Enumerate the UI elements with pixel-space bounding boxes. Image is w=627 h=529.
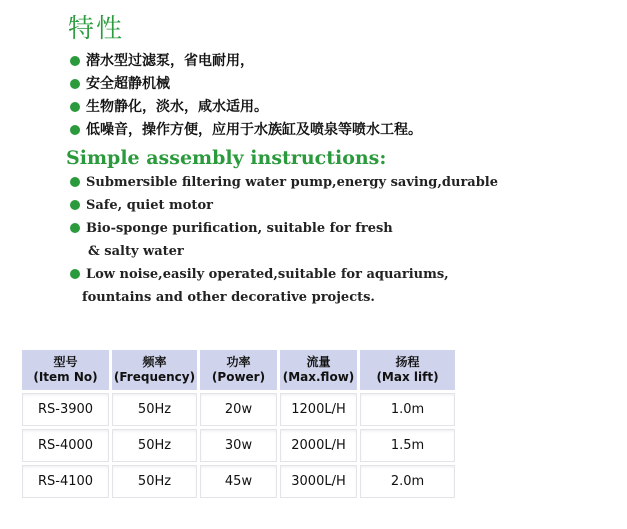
bullet-icon <box>70 56 80 66</box>
cell-item-no: RS-4100 <box>22 465 112 501</box>
header-cn: 频率 <box>142 355 167 369</box>
header-item-no <box>22 350 112 393</box>
header-cn: 型号 <box>53 355 78 369</box>
header-frequency <box>112 350 200 393</box>
header-cn: 扬程 <box>395 355 420 369</box>
header-en: (Max.flow) <box>282 370 355 384</box>
list-item <box>70 217 498 240</box>
instructions-en-list <box>70 171 498 309</box>
cell-item-no: RS-4000 <box>22 429 112 465</box>
cell-item-no: RS-3900 <box>22 393 112 429</box>
instruction-en-text: Submersible filtering water pump,energy saving,durable <box>86 175 499 190</box>
features-cn-title: 特性 <box>68 14 125 44</box>
table-row <box>22 429 458 465</box>
cell-power: 20w <box>200 393 280 429</box>
bullet-icon <box>70 79 80 89</box>
list-item <box>70 194 498 217</box>
instruction-en-text: Low noise,easily operated,suitable for aquariums, <box>86 267 449 282</box>
cell-max-flow: 1200L/H <box>280 393 360 429</box>
cell-max-lift: 1.0m <box>360 393 458 429</box>
cell-max-flow: 2000L/H <box>280 429 360 465</box>
list-item-continuation <box>70 240 498 263</box>
feature-cn-text: 安全超静机械 <box>86 76 170 92</box>
cell-max-lift: 2.0m <box>360 465 458 501</box>
list-item <box>70 50 422 73</box>
instruction-en-text: & salty water <box>88 244 184 259</box>
cell-max-lift: 1.5m <box>360 429 458 465</box>
bullet-icon <box>70 200 80 210</box>
cell-power: 30w <box>200 429 280 465</box>
cell-frequency: 50Hz <box>112 465 200 501</box>
bullet-icon <box>70 177 80 187</box>
header-power <box>200 350 280 393</box>
bullet-icon <box>70 269 80 279</box>
table-header-row <box>22 350 458 393</box>
cell-frequency: 50Hz <box>112 393 200 429</box>
spec-table <box>22 350 458 501</box>
list-item <box>70 171 498 194</box>
list-item <box>70 73 422 96</box>
cell-max-flow: 3000L/H <box>280 465 360 501</box>
feature-cn-text: 潜水型过滤泵，省电耐用， <box>86 53 254 69</box>
list-item-continuation <box>70 286 498 309</box>
list-item <box>70 96 422 119</box>
bullet-icon <box>70 125 80 135</box>
header-cn: 功率 <box>226 355 251 369</box>
header-en: (Power) <box>211 370 266 384</box>
header-cn: 流量 <box>306 355 331 369</box>
header-en: (Item No) <box>33 370 98 384</box>
instruction-en-text: Safe, quiet motor <box>86 198 213 213</box>
cell-frequency: 50Hz <box>112 429 200 465</box>
list-item <box>70 263 498 286</box>
feature-cn-text: 生物静化，淡水，咸水适用。 <box>86 99 268 115</box>
instruction-en-text: fountains and other decorative projects. <box>82 290 375 305</box>
instructions-en-title: Simple assembly instructions: <box>66 147 387 169</box>
table-row <box>22 393 458 429</box>
table-row <box>22 465 458 501</box>
bullet-icon <box>70 223 80 233</box>
header-max-lift <box>360 350 458 393</box>
header-en: (Frequency) <box>113 370 196 384</box>
feature-cn-text: 低噪音，操作方便，应用于水族缸及喷泉等喷水工程。 <box>86 122 422 138</box>
bullet-icon <box>70 102 80 112</box>
instruction-en-text: Bio-sponge purification, suitable for fresh <box>86 221 393 236</box>
cell-power: 45w <box>200 465 280 501</box>
list-item <box>70 119 422 142</box>
header-en: (Max lift) <box>376 370 439 384</box>
features-cn-list <box>70 50 422 142</box>
header-max-flow <box>280 350 360 393</box>
